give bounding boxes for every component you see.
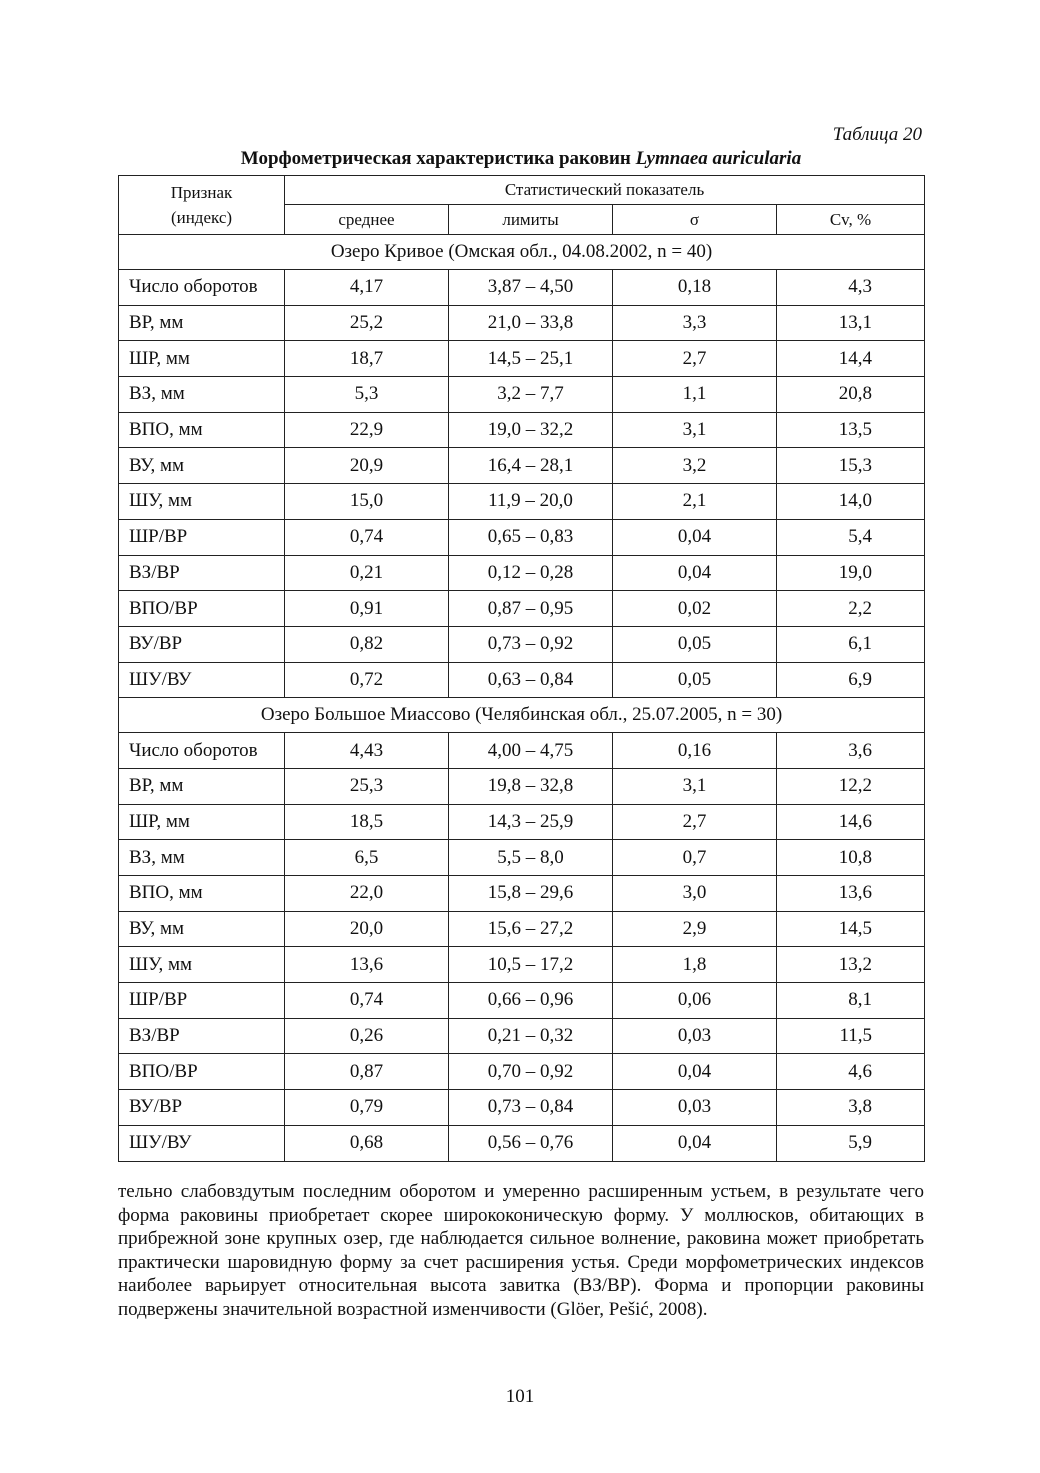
cell-limits: 3,87 – 4,50	[449, 270, 613, 306]
cell-cv: 14,4	[777, 341, 925, 377]
cell-sigma: 0,06	[613, 983, 777, 1019]
cell-cv: 12,2	[777, 768, 925, 804]
cell-limits: 21,0 – 33,8	[449, 305, 613, 341]
cell-mean: 4,17	[285, 270, 449, 306]
cell-cv: 3,8	[777, 1090, 925, 1126]
cell-mean: 22,9	[285, 412, 449, 448]
cell-mean: 4,43	[285, 733, 449, 769]
table-row	[119, 733, 925, 769]
cell-mean: 0,72	[285, 662, 449, 698]
cell-sigma: 0,04	[613, 555, 777, 591]
table-row	[119, 911, 925, 947]
cell-limits: 14,3 – 25,9	[449, 804, 613, 840]
cell-mean: 13,6	[285, 947, 449, 983]
cell-limits: 0,56 – 0,76	[449, 1125, 613, 1161]
table-row	[119, 768, 925, 804]
cell-sigma: 0,05	[613, 662, 777, 698]
header-col-cv: Cv, %	[777, 205, 925, 235]
cell-feature: ВЗ, мм	[119, 377, 285, 413]
section-title: Озеро Кривое (Омская обл., 04.08.2002, n = 40)	[119, 235, 925, 270]
cell-cv: 5,4	[777, 519, 925, 555]
cell-sigma: 0,03	[613, 1018, 777, 1054]
cell-mean: 0,26	[285, 1018, 449, 1054]
cell-mean: 25,2	[285, 305, 449, 341]
cell-feature: ШР/ВР	[119, 519, 285, 555]
table-row	[119, 983, 925, 1019]
cell-mean: 0,79	[285, 1090, 449, 1126]
cell-feature: ВПО, мм	[119, 412, 285, 448]
cell-mean: 5,3	[285, 377, 449, 413]
table-row	[119, 1125, 925, 1161]
table-row	[119, 519, 925, 555]
cell-limits: 0,87 – 0,95	[449, 591, 613, 627]
cell-feature: ВПО, мм	[119, 876, 285, 912]
cell-cv: 11,5	[777, 1018, 925, 1054]
cell-cv: 13,5	[777, 412, 925, 448]
table-row	[119, 626, 925, 662]
cell-feature: ВЗ/ВР	[119, 1018, 285, 1054]
cell-mean: 20,0	[285, 911, 449, 947]
cell-cv: 14,6	[777, 804, 925, 840]
cell-sigma: 1,1	[613, 377, 777, 413]
header-index-label: (индекс)	[170, 208, 233, 227]
table-row	[119, 804, 925, 840]
cell-sigma: 0,03	[613, 1090, 777, 1126]
body-paragraph: тельно слабовздутым последним оборотом и умеренно расширенным устьем, в результате чего форма раковины приобретает скорее ширококоническую форму. У моллюсков, обитающих в прибрежной зоне крупных озер, где наблюдается сильное волнение, раковина может приобретать практически шаровидную форму за счет расширения устья. Среди морфометрических индексов наиболее варьирует относительная высота завитка (ВЗ/ВР). Форма и пропорции раковины подвержены значительной возрастной изменчивости (Glöer, Pešić, 2008).	[118, 1181, 924, 1320]
table-row	[119, 484, 925, 520]
cell-cv: 13,6	[777, 876, 925, 912]
section-row	[119, 698, 925, 733]
cell-cv: 14,0	[777, 484, 925, 520]
cell-mean: 18,5	[285, 804, 449, 840]
cell-sigma: 0,18	[613, 270, 777, 306]
cell-sigma: 3,1	[613, 412, 777, 448]
cell-mean: 18,7	[285, 341, 449, 377]
cell-limits: 0,73 – 0,84	[449, 1090, 613, 1126]
cell-feature: ШР, мм	[119, 341, 285, 377]
cell-cv: 13,1	[777, 305, 925, 341]
table-row	[119, 1018, 925, 1054]
caption-text: Морфометрическая характеристика раковин	[240, 148, 636, 169]
cell-limits: 0,21 – 0,32	[449, 1018, 613, 1054]
table-body	[119, 235, 925, 1162]
page-number: 101	[505, 1386, 535, 1407]
table-row	[119, 840, 925, 876]
table-caption	[118, 148, 924, 170]
cell-feature: ВЗ/ВР	[119, 555, 285, 591]
cell-limits: 11,9 – 20,0	[449, 484, 613, 520]
cell-mean: 15,0	[285, 484, 449, 520]
cell-mean: 0,74	[285, 983, 449, 1019]
header-feature-label: Признак	[170, 183, 233, 202]
cell-mean: 0,74	[285, 519, 449, 555]
cell-cv: 15,3	[777, 448, 925, 484]
cell-feature: ШУ/ВУ	[119, 1125, 285, 1161]
cell-cv: 4,3	[777, 270, 925, 306]
header-col-sigma: σ	[613, 205, 777, 235]
cell-feature: ВР, мм	[119, 305, 285, 341]
cell-limits: 19,8 – 32,8	[449, 768, 613, 804]
cell-limits: 15,6 – 27,2	[449, 911, 613, 947]
cell-sigma: 1,8	[613, 947, 777, 983]
cell-sigma: 2,1	[613, 484, 777, 520]
cell-feature: Число оборотов	[119, 733, 285, 769]
cell-cv: 4,6	[777, 1054, 925, 1090]
cell-limits: 3,2 – 7,7	[449, 377, 613, 413]
cell-sigma: 3,3	[613, 305, 777, 341]
table-row	[119, 591, 925, 627]
table-row	[119, 377, 925, 413]
cell-sigma: 0,05	[613, 626, 777, 662]
cell-feature: ВУ/ВР	[119, 626, 285, 662]
cell-limits: 0,73 – 0,92	[449, 626, 613, 662]
cell-mean: 22,0	[285, 876, 449, 912]
cell-limits: 0,66 – 0,96	[449, 983, 613, 1019]
cell-mean: 0,91	[285, 591, 449, 627]
cell-sigma: 0,16	[613, 733, 777, 769]
table-row	[119, 305, 925, 341]
cell-cv: 6,9	[777, 662, 925, 698]
cell-feature: ШР/ВР	[119, 983, 285, 1019]
cell-limits: 15,8 – 29,6	[449, 876, 613, 912]
cell-cv: 3,6	[777, 733, 925, 769]
cell-cv: 10,8	[777, 840, 925, 876]
cell-sigma: 3,0	[613, 876, 777, 912]
table-row	[119, 448, 925, 484]
cell-mean: 0,68	[285, 1125, 449, 1161]
cell-feature: ШУ, мм	[119, 484, 285, 520]
header-col-mean: среднее	[285, 205, 449, 235]
cell-limits: 4,00 – 4,75	[449, 733, 613, 769]
cell-feature: ВУ/ВР	[119, 1090, 285, 1126]
header-feature	[119, 176, 285, 235]
cell-feature: Число оборотов	[119, 270, 285, 306]
cell-mean: 20,9	[285, 448, 449, 484]
cell-limits: 10,5 – 17,2	[449, 947, 613, 983]
section-row	[119, 235, 925, 270]
cell-cv: 6,1	[777, 626, 925, 662]
cell-limits: 0,65 – 0,83	[449, 519, 613, 555]
cell-sigma: 2,7	[613, 341, 777, 377]
cell-feature: ВУ, мм	[119, 448, 285, 484]
cell-limits: 5,5 – 8,0	[449, 840, 613, 876]
cell-sigma: 2,7	[613, 804, 777, 840]
cell-mean: 25,3	[285, 768, 449, 804]
caption-species: Lymnaea auricularia	[635, 148, 802, 169]
cell-sigma: 3,1	[613, 768, 777, 804]
cell-sigma: 0,7	[613, 840, 777, 876]
table-row	[119, 1054, 925, 1090]
cell-cv: 2,2	[777, 591, 925, 627]
cell-mean: 0,21	[285, 555, 449, 591]
cell-cv: 8,1	[777, 983, 925, 1019]
cell-sigma: 0,04	[613, 1125, 777, 1161]
cell-sigma: 3,2	[613, 448, 777, 484]
cell-cv: 20,8	[777, 377, 925, 413]
cell-limits: 14,5 – 25,1	[449, 341, 613, 377]
cell-feature: ВПО/ВР	[119, 1054, 285, 1090]
cell-feature: ШУ, мм	[119, 947, 285, 983]
table-label: Таблица 20	[832, 124, 922, 145]
cell-cv: 13,2	[777, 947, 925, 983]
table-row	[119, 555, 925, 591]
cell-mean: 0,87	[285, 1054, 449, 1090]
cell-feature: ШУ/ВУ	[119, 662, 285, 698]
cell-limits: 0,70 – 0,92	[449, 1054, 613, 1090]
section-title: Озеро Большое Миассово (Челябинская обл., 25.07.2005, n = 30)	[119, 698, 925, 733]
cell-limits: 16,4 – 28,1	[449, 448, 613, 484]
cell-feature: ВПО/ВР	[119, 591, 285, 627]
cell-feature: ШР, мм	[119, 804, 285, 840]
table-row	[119, 662, 925, 698]
header-stat: Статистический показатель	[285, 176, 925, 205]
cell-sigma: 0,04	[613, 1054, 777, 1090]
table-row	[119, 341, 925, 377]
header-col-limits: лимиты	[449, 205, 613, 235]
table-row	[119, 1090, 925, 1126]
cell-limits: 0,63 – 0,84	[449, 662, 613, 698]
cell-cv: 14,5	[777, 911, 925, 947]
cell-sigma: 0,02	[613, 591, 777, 627]
cell-mean: 6,5	[285, 840, 449, 876]
table-row	[119, 947, 925, 983]
cell-limits: 19,0 – 32,2	[449, 412, 613, 448]
cell-feature: ВЗ, мм	[119, 840, 285, 876]
morphometry-table	[118, 175, 925, 1162]
cell-limits: 0,12 – 0,28	[449, 555, 613, 591]
cell-cv: 19,0	[777, 555, 925, 591]
table-row	[119, 876, 925, 912]
table-row	[119, 270, 925, 306]
cell-feature: ВУ, мм	[119, 911, 285, 947]
cell-sigma: 2,9	[613, 911, 777, 947]
cell-sigma: 0,04	[613, 519, 777, 555]
table-row	[119, 412, 925, 448]
cell-cv: 5,9	[777, 1125, 925, 1161]
cell-mean: 0,82	[285, 626, 449, 662]
cell-feature: ВР, мм	[119, 768, 285, 804]
